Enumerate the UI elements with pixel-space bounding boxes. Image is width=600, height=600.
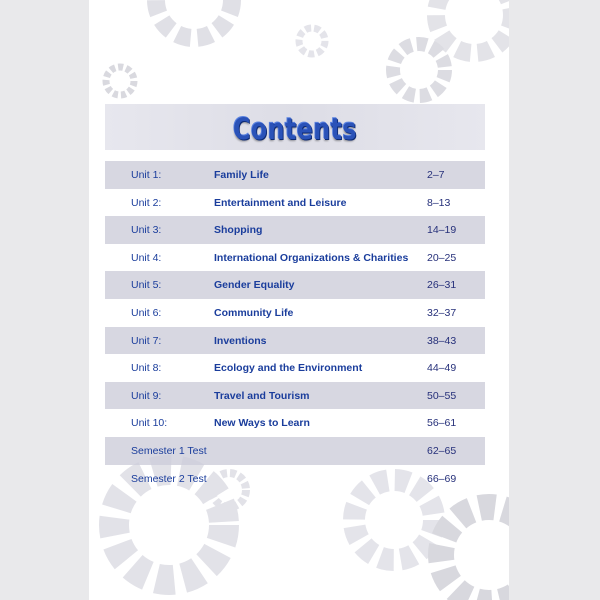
unit-label: Unit 6: [131, 306, 162, 319]
page-title: Contents [233, 112, 357, 146]
unit-topic: New Ways to Learn [214, 417, 310, 430]
unit-topic: Travel and Tourism [214, 389, 310, 402]
unit-topic: Gender Equality [214, 279, 295, 292]
decorative-ring-left [94, 55, 146, 107]
page-range: 44–49 [427, 362, 457, 375]
decorative-ring-top-small [289, 18, 335, 64]
unit-label: Unit 7: [131, 334, 162, 347]
decorative-ring-bottom-right [419, 485, 509, 600]
title-band [105, 104, 485, 150]
contents-page [89, 0, 509, 600]
unit-topic: Family Life [214, 169, 269, 181]
unit-label: Unit 9: [131, 389, 162, 402]
toc-row [105, 437, 485, 465]
unit-topic: Shopping [214, 224, 263, 237]
unit-label: Unit 3: [131, 224, 162, 237]
unit-topic: International Organizations & Charities [214, 251, 409, 264]
page-range: 2–7 [427, 169, 445, 181]
toc-row [105, 354, 485, 382]
decorative-ring-mid-right [379, 30, 459, 110]
toc-row [105, 409, 485, 437]
unit-label: Unit 10: [131, 417, 168, 430]
unit-label: Unit 2: [131, 196, 162, 209]
toc-row [105, 161, 485, 189]
unit-topic: Community Life [214, 306, 294, 319]
unit-topic: Inventions [214, 334, 267, 347]
toc-row [105, 465, 485, 493]
unit-label: Unit 4: [131, 251, 162, 264]
page-range: 38–43 [427, 334, 457, 347]
toc-row [105, 271, 485, 299]
toc-row [105, 216, 485, 244]
page-range: 8–13 [427, 196, 451, 209]
unit-topic: Entertainment and Leisure [214, 196, 347, 209]
toc-row [105, 382, 485, 410]
decorative-ring-top-left [139, 0, 249, 55]
toc-row [105, 189, 485, 217]
toc-row [105, 327, 485, 355]
unit-label: Unit 5: [131, 279, 162, 292]
page-range: 66–69 [427, 472, 457, 485]
contents-table [105, 161, 485, 492]
unit-label: Semester 1 Test [131, 444, 207, 457]
toc-row [105, 244, 485, 272]
page-range: 62–65 [427, 444, 457, 457]
unit-label: Unit 1: [131, 169, 162, 181]
page-range: 26–31 [427, 279, 457, 292]
page-range: 14–19 [427, 224, 457, 237]
unit-label: Unit 8: [131, 362, 162, 375]
page-range: 20–25 [427, 251, 457, 264]
toc-row [105, 299, 485, 327]
unit-label: Semester 2 Test [131, 472, 207, 485]
unit-topic: Ecology and the Environment [214, 362, 363, 375]
page-range: 50–55 [427, 389, 457, 402]
page-range: 56–61 [427, 417, 457, 430]
page-range: 32–37 [427, 306, 457, 319]
